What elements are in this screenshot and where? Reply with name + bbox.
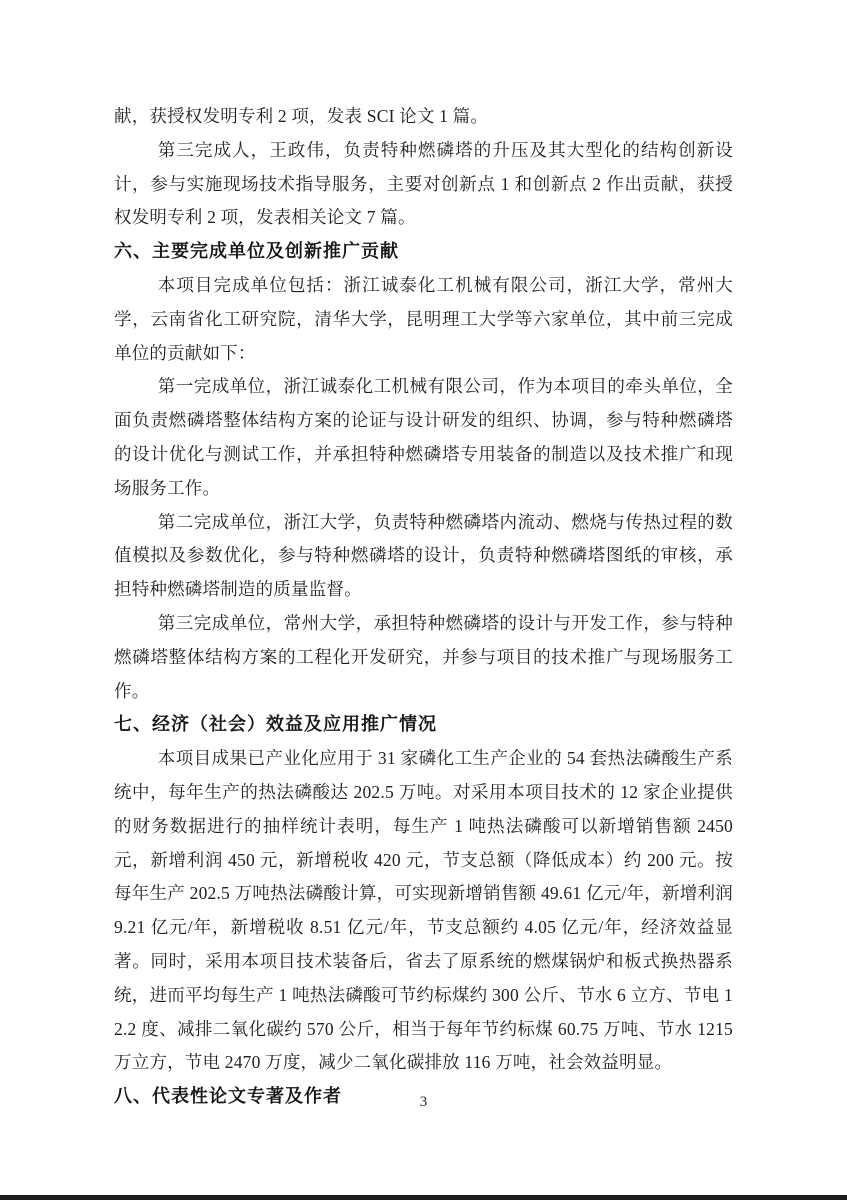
paragraph-unit-list: 本项目完成单位包括：浙江诚泰化工机械有限公司，浙江大学，常州大学，云南省化工研究院，清华大学，昆明理工大学等六家单位，其中前三完成单位的贡献如下：	[114, 274, 733, 363]
paragraph-third-contributor: 第三完成人，王政伟，负责特种燃磷塔的升压及其大型化的结构创新设计，参与实施现场技术指导服务，主要对创新点 1 和创新点 2 作出贡献，获授权发明专利 2 项，发表相关论文 7 篇。	[114, 139, 733, 228]
paragraph-continuation-patents: 献，获授权发明专利 2 项，发表 SCI 论文 1 篇。	[114, 106, 489, 126]
page-bottom-scan-edge	[0, 1195, 847, 1200]
paragraph-third-unit: 第三完成单位，常州大学，承担特种燃磷塔的设计与开发工作，参与特种燃磷塔整体结构方案的工程化开发研究，并参与项目的技术推广与现场服务工作。	[114, 612, 733, 701]
document-page	[114, 100, 733, 1114]
section-heading-8-representative-papers: 八、代表性论文专著及作者	[114, 1086, 342, 1107]
paragraph-economic-benefit: 本项目成果已产业化应用于 31 家磷化工生产企业的 54 套热法磷酸生产系统中，每年生产的热法磷酸达 202.5 万吨。对采用本项目技术的 12 家企业提供的财务数据进行的抽样统计表明，每生产 1 吨热法磷酸可以新增销售额 2450 元，新增利润 450 元，新增税收 420 元，节支总额（降低成本）约 200 元。按每年生产 202.5 万吨热法磷酸计算，可实现新增销售额 49.61 亿元/年，新增利润 9.21 亿元/年，新增税收 8.51 亿元/年，节支总额约 4.05 亿元/年，经济效益显著。同时，采用本项目技术装备后，省去了原系统的燃煤锅炉和板式换热器系统，进而平均每生产 1 吨热法磷酸可节约标煤约 300 公斤、节水 6 立方、节电 12.2 度、减排二氧化碳约 570 公斤，相当于每年节约标煤 60.75 万吨、节水 1215 万立方，节电 2470 万度，减少二氧化碳排放 116 万吨，社会效益明显。	[114, 748, 733, 1073]
paragraph-second-unit: 第二完成单位，浙江大学，负责特种燃磷塔内流动、燃烧与传热过程的数值模拟及参数优化，参与特种燃磷塔的设计，负责特种燃磷塔图纸的审核，承担特种燃磷塔制造的质量监督。	[114, 511, 733, 600]
section-heading-7-economic-benefit: 七、经济（社会）效益及应用推广情况	[114, 714, 437, 735]
page-number: 3	[419, 1094, 428, 1110]
paragraph-first-unit: 第一完成单位，浙江诚泰化工机械有限公司，作为本项目的牵头单位，全面负责燃磷塔整体结构方案的论证与设计研发的组织、协调，参与特种燃磷塔的设计优化与测试工作，并承担特种燃磷塔专用装备的制造以及技术推广和现场服务工作。	[114, 376, 733, 498]
section-heading-6-main-units: 六、主要完成单位及创新推广贡献	[114, 241, 399, 262]
